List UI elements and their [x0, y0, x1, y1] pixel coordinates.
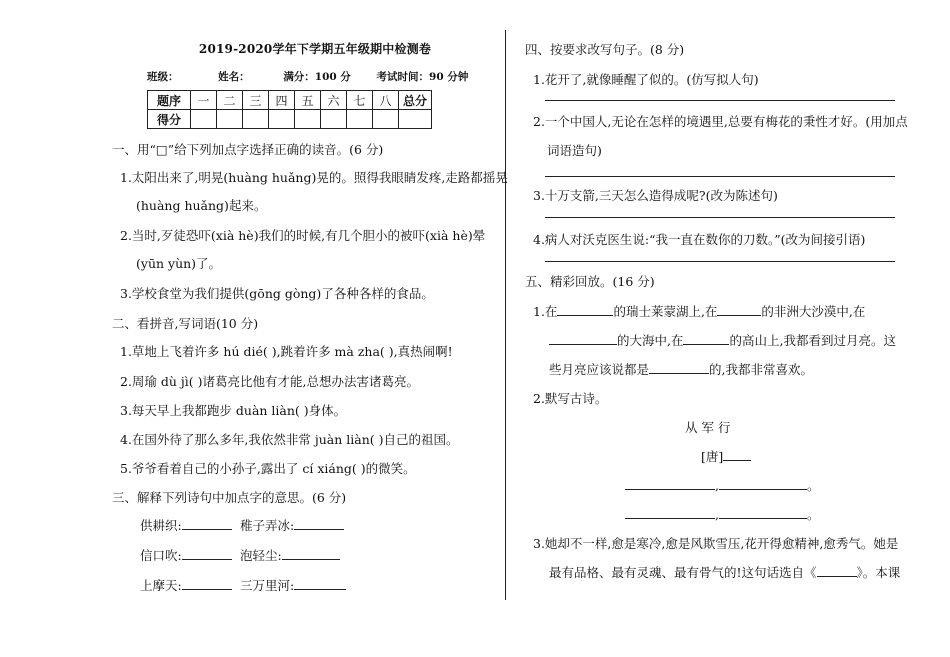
s3-item-f-label: 三万里河: [240, 578, 295, 593]
exam-title: 2019-2020学年下学期五年级期中检测卷 [198, 42, 432, 56]
header-cell: 七 [347, 91, 373, 110]
score-cell[interactable] [217, 110, 243, 129]
header-cell: 一 [191, 91, 217, 110]
full-score-label: 满分：100 分 [283, 71, 351, 83]
poem-period-1: 。 [806, 478, 820, 493]
class-label: 班级： [147, 71, 179, 83]
column-divider [505, 30, 506, 600]
s2-question-5: 5.爷爷看着自己的小孙子,露出了 cí xiáng( )的微笑。 [120, 461, 416, 476]
s5-q1-blank-3[interactable] [549, 332, 617, 345]
score-cell[interactable] [373, 110, 399, 129]
s5-q3-text-2: 》。本课 [856, 565, 901, 580]
s3-item-f-blank[interactable] [294, 577, 346, 590]
s2-question-1: 1.草地上飞着许多 hú dié( ),跳着许多 mà zha( ),真热闹啊! [120, 344, 453, 359]
poem-author-blank[interactable] [723, 448, 751, 461]
score-table-score-row [148, 110, 432, 129]
question-order-label: 题序 [148, 91, 191, 110]
s5-q1-blank-1[interactable] [557, 303, 613, 316]
poem-dynasty: [唐] [701, 449, 724, 464]
poem-period-2: 。 [806, 507, 820, 522]
section-4-heading: 四、按要求改写句子。(8 分) [525, 42, 685, 57]
s3-item-b-blank[interactable] [294, 517, 344, 530]
s3-item-c [140, 546, 232, 564]
s5-q1-text-7: 的,我都非常喜欢。 [709, 362, 813, 377]
s5-q1-text-6: 些月亮应该说都是 [549, 362, 650, 377]
s5-question-1-line-1 [533, 302, 865, 320]
s5-question-3a: 3.她却不一样,愈是寒冷,愈是风欺雪压,花开得愈精神,愈秀气。她是 [533, 536, 899, 551]
s2-question-2: 2.周瑜 dù jì( )诸葛亮比他有才能,总想办法害诸葛亮。 [120, 374, 419, 389]
s3-item-e [140, 576, 232, 594]
poem-blank-3[interactable] [625, 506, 715, 519]
score-cell[interactable] [347, 110, 373, 129]
score-cell[interactable] [321, 110, 347, 129]
score-cell[interactable] [191, 110, 217, 129]
s5-q3-blank[interactable] [817, 564, 857, 577]
s3-item-b-label: 稚子弄冰: [240, 518, 295, 533]
s4-answer-line-1[interactable] [545, 100, 895, 101]
s1-question-3: 3.学校食堂为我们提供(gōng gòng)了各种各样的食品。 [120, 286, 434, 301]
s5-q1-text-5: 的高山上,我都看到过月亮。这 [729, 333, 896, 348]
section-2-heading: 二、看拼音,写词语(10 分) [112, 316, 259, 331]
score-cell[interactable] [269, 110, 295, 129]
s3-item-d [240, 546, 340, 564]
score-cell[interactable] [243, 110, 269, 129]
s3-item-c-blank[interactable] [182, 547, 232, 560]
s2-question-3: 3.每天早上我都跑步 duàn liàn( )身体。 [120, 403, 347, 418]
s4-answer-line-2[interactable] [545, 176, 895, 177]
s3-item-e-label: 上摩天: [140, 578, 182, 593]
s5-q1-text-1: 1.在 [533, 304, 558, 319]
s5-q1-text-2: 的瑞士莱蒙湖上,在 [613, 304, 718, 319]
s4-question-2a: 2.一个中国人,无论在怎样的境遇里,总要有梅花的秉性才好。(用加点 [533, 114, 908, 129]
s5-question-1-line-3 [549, 360, 813, 378]
s5-q1-text-3: 的非洲大沙漠中,在 [761, 304, 866, 319]
header-cell: 八 [373, 91, 399, 110]
s4-question-3: 3.十万支箭,三天怎么造得成呢?(改为陈述句) [533, 188, 778, 203]
section-1-heading: 一、用“□”给下列加点字选择正确的读音。(6 分) [112, 142, 384, 157]
s1-question-2b: (yūn yùn)了。 [136, 256, 222, 271]
student-info-row [147, 69, 490, 84]
s3-item-a [140, 516, 232, 534]
header-cell: 四 [269, 91, 295, 110]
total-label: 总分 [399, 91, 432, 110]
section-5-heading: 五、精彩回放。(16 分) [525, 274, 655, 289]
section-3-heading: 三、解释下列诗句中加点字的意思。(6 分) [112, 490, 347, 505]
score-label: 得分 [148, 110, 191, 129]
score-cell[interactable] [295, 110, 321, 129]
name-label: 姓名： [218, 71, 250, 83]
exam-time-label: 考试时间：90 分钟 [376, 71, 469, 83]
s5-q1-blank-4[interactable] [683, 332, 729, 345]
s4-question-2b: 词语造句) [547, 143, 602, 158]
poem-title: 从 军 行 [685, 420, 731, 435]
s1-question-2a: 2.当时,歹徒恐吓(xià hè)我们的时候,有几个胆小的被吓(xià hè)晕 [120, 228, 486, 243]
poem-line-1 [625, 476, 820, 494]
s5-question-1-line-2 [549, 331, 896, 349]
s5-question-3b [549, 563, 900, 581]
poem-blank-1[interactable] [625, 477, 715, 490]
s3-item-e-blank[interactable] [182, 577, 232, 590]
score-table [147, 90, 432, 129]
s3-item-c-label: 信口吹: [140, 548, 182, 563]
s2-question-4: 4.在国外待了那么多年,我依然非常 juàn liàn( )自己的祖国。 [120, 432, 459, 447]
score-table-header-row [148, 91, 432, 110]
poem-blank-2[interactable] [719, 477, 807, 490]
s5-q1-blank-5[interactable] [649, 361, 709, 374]
poem-line-2 [625, 505, 820, 523]
s4-answer-line-4[interactable] [545, 261, 895, 262]
s5-q1-text-4: 的大海中,在 [617, 333, 684, 348]
s5-question-2: 2.默写古诗。 [533, 391, 608, 406]
s3-item-b [240, 516, 344, 534]
header-cell: 二 [217, 91, 243, 110]
s5-q3-text-1: 最有品格、最有灵魂、最有骨气的!这句话选自《 [549, 565, 817, 580]
s4-answer-line-3[interactable] [545, 217, 895, 218]
header-cell: 五 [295, 91, 321, 110]
score-cell[interactable] [399, 110, 432, 129]
poem-comma-1: , [715, 478, 719, 493]
poem-blank-4[interactable] [719, 506, 807, 519]
s3-item-d-label: 泡轻尘: [240, 548, 282, 563]
poem-comma-2: , [715, 507, 719, 522]
s3-item-a-label: 供耕织: [140, 518, 182, 533]
s3-item-d-blank[interactable] [282, 547, 340, 560]
header-cell: 三 [243, 91, 269, 110]
s3-item-a-blank[interactable] [182, 517, 232, 530]
poem-author-line [701, 447, 751, 465]
s4-question-1: 1.花开了,就像睡醒了似的。(仿写拟人句) [533, 72, 759, 87]
header-cell: 六 [321, 91, 347, 110]
s3-item-f [240, 576, 346, 594]
s1-question-1a: 1.太阳出来了,明晃(huàng huǎng)晃的。照得我眼睛发疼,走路都摇晃 [120, 170, 508, 185]
s5-q1-blank-2[interactable] [717, 303, 761, 316]
s1-question-1b: (huàng huǎng)起来。 [136, 198, 267, 213]
s4-question-4: 4.病人对沃克医生说:“我一直在数你的刀数。”(改为间接引语) [533, 232, 866, 247]
